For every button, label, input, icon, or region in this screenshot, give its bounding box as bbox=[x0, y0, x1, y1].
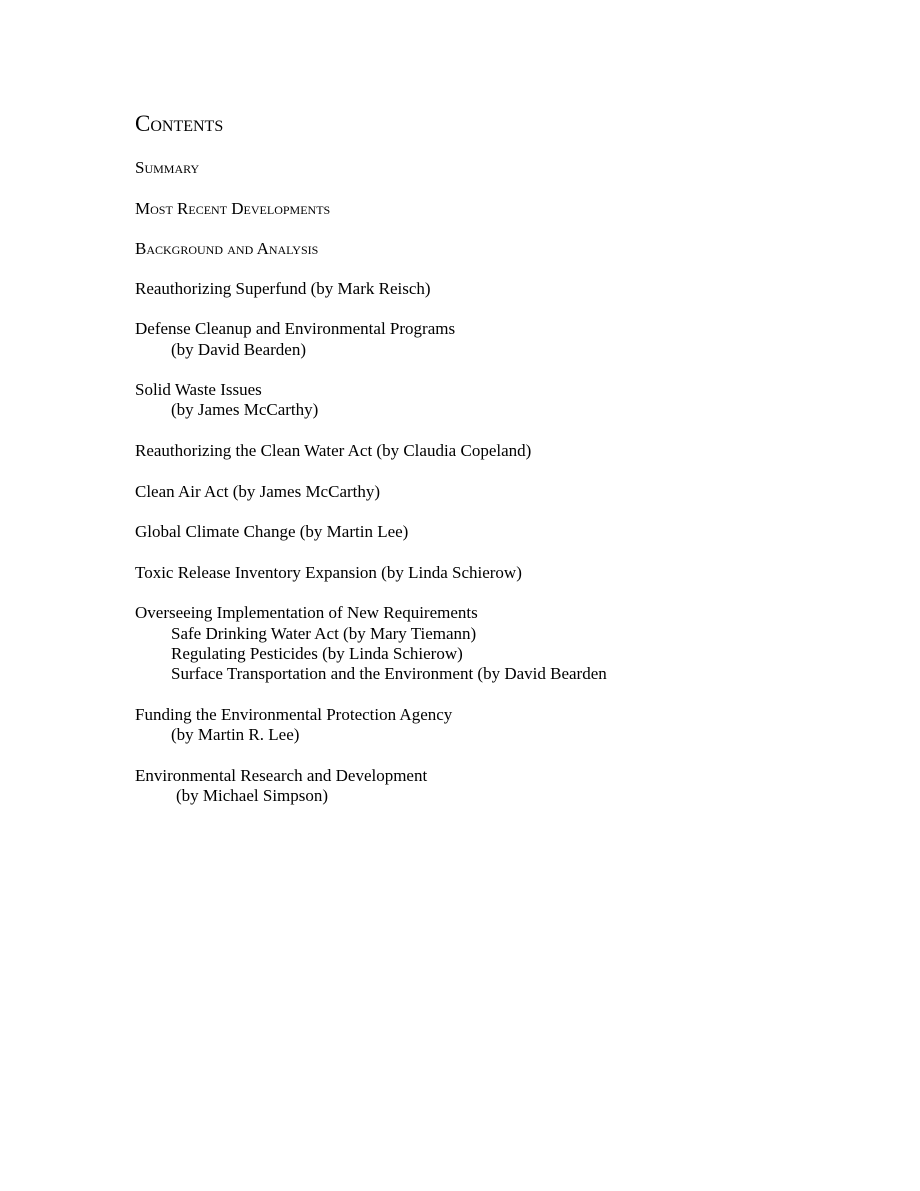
toc-subentry-pesticides[interactable]: Regulating Pesticides (by Linda Schierow) bbox=[171, 644, 463, 663]
toc-entry-toxic-release[interactable]: Toxic Release Inventory Expansion (by Linda Schierow) bbox=[135, 563, 522, 582]
section-most-recent-developments[interactable]: Most Recent Developments bbox=[135, 199, 331, 218]
contents-heading: Contents bbox=[135, 111, 224, 136]
toc-subentry-transportation[interactable]: Surface Transportation and the Environment (by David Bearden bbox=[171, 664, 607, 683]
toc-entry-solid-waste-author: (by James McCarthy) bbox=[171, 400, 319, 419]
toc-entry-solid-waste[interactable]: Solid Waste Issues bbox=[135, 380, 262, 399]
toc-entry-clean-water[interactable]: Reauthorizing the Clean Water Act (by Claudia Copeland) bbox=[135, 441, 532, 460]
section-summary[interactable]: Summary bbox=[135, 158, 200, 177]
toc-entry-climate-change[interactable]: Global Climate Change (by Martin Lee) bbox=[135, 522, 409, 541]
toc-entry-defense-cleanup[interactable]: Defense Cleanup and Environmental Programs bbox=[135, 319, 456, 338]
section-background-analysis[interactable]: Background and Analysis bbox=[135, 239, 319, 258]
toc-entry-clean-air[interactable]: Clean Air Act (by James McCarthy) bbox=[135, 482, 381, 501]
toc-subentry-drinking-water[interactable]: Safe Drinking Water Act (by Mary Tiemann) bbox=[171, 624, 477, 643]
toc-entry-epa-funding[interactable]: Funding the Environmental Protection Agency bbox=[135, 705, 453, 724]
toc-entry-superfund[interactable]: Reauthorizing Superfund (by Mark Reisch) bbox=[135, 279, 431, 298]
toc-entry-epa-author: (by Martin R. Lee) bbox=[171, 725, 300, 744]
toc-entry-research-author: (by Michael Simpson) bbox=[176, 786, 329, 805]
toc-entry-defense-author: (by David Bearden) bbox=[171, 340, 307, 359]
toc-entry-overseeing-implementation[interactable]: Overseeing Implementation of New Requirements bbox=[135, 603, 478, 622]
toc-entry-research-development[interactable]: Environmental Research and Development bbox=[135, 766, 428, 785]
